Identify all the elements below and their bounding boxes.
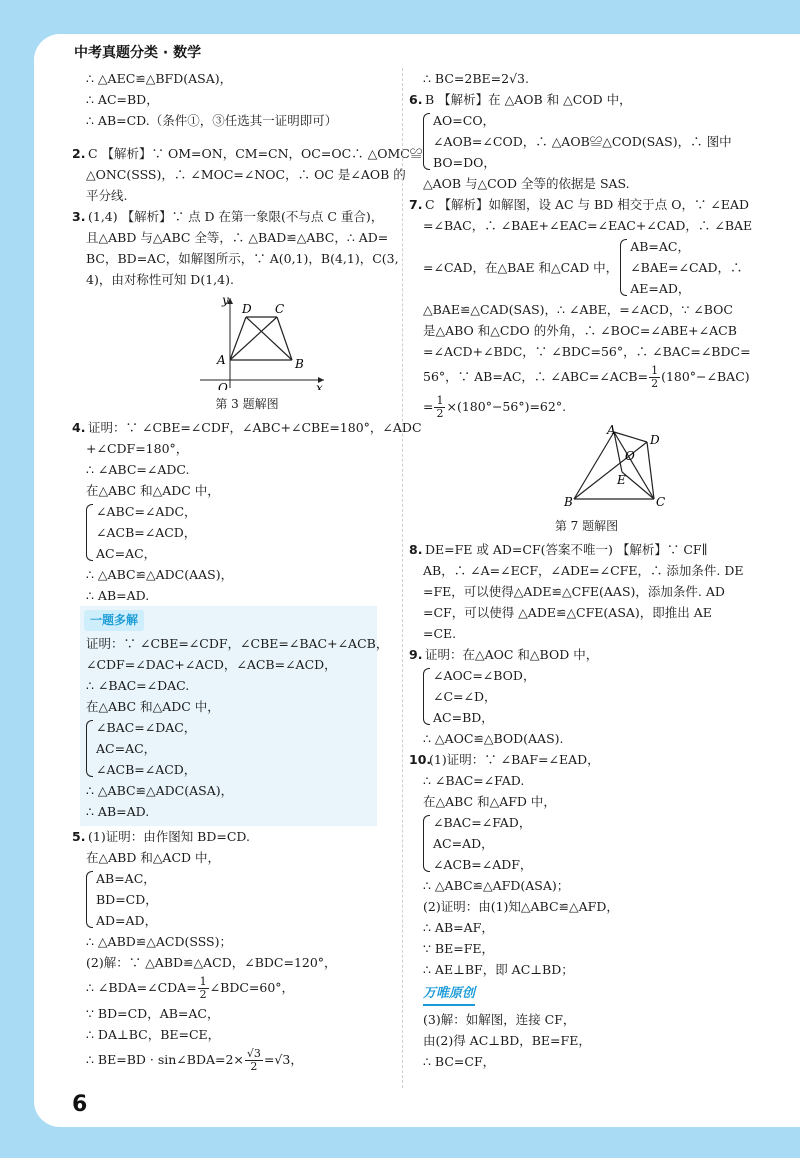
- point-label-b: B: [295, 357, 304, 371]
- text-span: =: [423, 399, 434, 414]
- system-line: AD=AD，: [96, 913, 158, 928]
- text-line: ∴ AC=BD，: [86, 92, 159, 107]
- system-line: AC=AD，: [433, 836, 494, 851]
- question-number: 2.: [72, 146, 86, 161]
- text-line: ∠CDF=∠DAC+∠ACD，∠ACB=∠ACD，: [86, 657, 337, 672]
- point-label-e: E: [617, 473, 626, 487]
- text-line: 是△ABO 和△CDO 的外角，∴ ∠BOC=∠ABE+∠ACB: [423, 323, 737, 338]
- text-line: ∴ ∠BAC=∠DAC.: [86, 678, 190, 693]
- question-9: [409, 644, 764, 749]
- question-8: [409, 539, 764, 644]
- point-label-a: A: [217, 353, 226, 367]
- text-line: (1)证明：∵ ∠BAF=∠EAD，: [429, 752, 600, 767]
- text-line: +∠CDF=180°，: [86, 441, 189, 456]
- point-label-o: O: [625, 449, 635, 463]
- text-line: ∴ △AOC≌△BOD(AAS).: [423, 731, 564, 746]
- running-header: 中考真题分类 · 数学: [74, 45, 202, 61]
- brace: [423, 113, 430, 170]
- fraction: [434, 395, 445, 420]
- figure-q7: [409, 424, 764, 537]
- text-line: (1,4) 【解析】∵ 点 D 在第一象限(不与点 C 重合)，: [88, 209, 384, 224]
- fraction-line: [409, 362, 764, 392]
- text-line: BC，BD=AC，如解图所示，∵ A(0,1)，B(4,1)，C(3,: [86, 251, 399, 266]
- brace: [86, 720, 93, 777]
- text-line: 证明：在△AOC 和△BOD 中，: [425, 647, 599, 662]
- text-span: (180°−∠BAC): [661, 369, 750, 384]
- page-number: 6: [72, 1092, 88, 1117]
- text-line: △AOB 与△COD 全等的依据是 SAS.: [423, 176, 630, 191]
- system-line: AB=AC，: [630, 239, 690, 254]
- page: [34, 34, 800, 1127]
- text-line: =∠BAC，∴ ∠BAE+∠EAC=∠EAC+∠CAD，∴ ∠BAE: [423, 218, 753, 233]
- text-span: ∴ ∠BDA=∠CDA=: [86, 980, 197, 995]
- equation-system: [423, 110, 764, 173]
- equation-system: [423, 665, 764, 728]
- text-line: 且△ABD 与△ABC 全等，∴ △BAD≌△ABC，∴ AD=: [86, 230, 389, 245]
- axis-label-x: x: [316, 381, 323, 390]
- fraction: [649, 365, 660, 390]
- brace: [86, 871, 93, 928]
- text-line: ∴ AB=AD.: [86, 588, 150, 603]
- numerator: 1: [651, 364, 659, 377]
- system-line: ∠ACB=∠ADF，: [433, 857, 533, 872]
- text-line: 证明：∵ ∠CBE=∠CDF，∠ABC+∠CBE=180°，∠ADC: [88, 420, 422, 435]
- text-line: 证明：∵ ∠CBE=∠CDF，∠CBE=∠BAC+∠ACB，: [86, 636, 389, 651]
- text-line: ∴ BC=CF，: [423, 1054, 496, 1069]
- point-label-d: D: [650, 433, 660, 447]
- point-label-c: C: [275, 302, 285, 316]
- text-line: 在△ABC 和△AFD 中，: [423, 794, 556, 809]
- text-line: ∵ BD=CD，AB=AC，: [86, 1006, 220, 1021]
- system-line: AC=BD，: [433, 710, 494, 725]
- numerator: √3: [246, 1047, 261, 1060]
- coordinate-diagram: [72, 292, 372, 390]
- text-line: DE=FE 或 AD=CF(答案不唯一) 【解析】∵ CF∥: [425, 542, 708, 557]
- question-number: 8.: [409, 542, 423, 557]
- question-4: [72, 417, 422, 606]
- equation-system: [620, 236, 742, 299]
- figure-caption: 第 7 题解图: [554, 519, 619, 533]
- question-6: [409, 89, 764, 194]
- denominator: 2: [436, 407, 444, 420]
- text-line: =CF，可以使得 △ADE≌△CFE(ASA)，即推出 AE: [423, 605, 712, 620]
- question-5: [72, 826, 402, 1075]
- text-line: ∴ AB=AD.: [86, 804, 150, 819]
- text-line: ∴ AB=AF，: [423, 920, 494, 935]
- fraction-line: [72, 1045, 402, 1075]
- system-line: BD=CD，: [96, 892, 158, 907]
- fraction: [198, 976, 209, 1001]
- system-line: ∠ACB=∠ACD，: [96, 525, 197, 540]
- fraction-line: [72, 973, 402, 1003]
- text-span: ×(180°−56°)=62°.: [446, 399, 567, 414]
- right-column: [409, 68, 764, 1072]
- text-line: ∴ △ABC≌△ADC(AAS)，: [86, 567, 234, 582]
- original-badge: 万唯原创: [423, 983, 475, 1006]
- text-span: ∠BDC=60°，: [209, 980, 295, 995]
- question-2: [72, 143, 423, 206]
- denominator: 2: [250, 1060, 258, 1073]
- alternative-solution-title: 一题多解: [84, 610, 144, 631]
- system-line: ∠AOC=∠BOD，: [433, 668, 536, 683]
- alternative-solution-box: [80, 606, 389, 826]
- point-label-b: B: [564, 495, 573, 509]
- equation-system: [86, 868, 402, 931]
- triangle-diagram: [409, 424, 764, 510]
- text-line: 在△ABD 和△ACD 中，: [86, 850, 221, 865]
- brace: [423, 815, 430, 872]
- system-line: BO=DO，: [433, 155, 496, 170]
- point-label-a: A: [607, 424, 616, 437]
- point-label-d: D: [242, 302, 252, 316]
- text-line: ∴ △ABD≌△ACD(SSS)；: [86, 934, 232, 949]
- text-span: ∴ BE=BD · sin∠BDA=2×: [86, 1052, 244, 1067]
- text-line: ∴ △AEC≌△BFD(ASA)，: [86, 71, 233, 86]
- text-line: 平分线.: [86, 188, 128, 203]
- column-divider: [402, 68, 403, 1088]
- text-line: C 【解析】如解图，设 AC 与 BD 相交于点 O，∵ ∠EAD: [425, 197, 750, 212]
- text-line: (3)解：如解图，连接 CF，: [423, 1012, 576, 1027]
- question-number: 9.: [409, 647, 423, 662]
- text-span: =∠CAD，在△BAE 和△CAD 中，: [423, 260, 619, 275]
- question-number: 7.: [409, 197, 423, 212]
- text-line: 4)，由对称性可知 D(1,4).: [86, 272, 234, 287]
- text-line: (1)证明：由作图知 BD=CD.: [88, 829, 250, 844]
- system-line: AB=AC，: [96, 871, 156, 886]
- system-line: ∠ACB=∠ACD，: [96, 762, 197, 777]
- question-number: 5.: [72, 829, 86, 844]
- system-line: ∠BAC=∠DAC，: [96, 720, 197, 735]
- text-line: 由(2)得 AC⊥BD，BE=FE，: [423, 1033, 591, 1048]
- text-span: 56°，∵ AB=AC，∴ ∠ABC=∠ACB=: [423, 369, 649, 384]
- brace: [86, 504, 93, 561]
- question-10: [409, 749, 764, 1072]
- system-line: AC=AC，: [96, 741, 157, 756]
- text-line: 在△ABC 和△ADC 中，: [86, 483, 220, 498]
- system-line: AO=CO，: [433, 113, 496, 128]
- text-line: =CE.: [423, 626, 457, 641]
- fraction: [245, 1048, 263, 1073]
- text-line: =∠ACD+∠BDC，∵ ∠BDC=56°，∴ ∠BAC=∠BDC=: [423, 344, 751, 359]
- system-line: ∠ABC=∠ADC，: [96, 504, 197, 519]
- numerator: 1: [199, 975, 207, 988]
- text-line: ∴ AE⊥BF，即 AC⊥BD；: [423, 962, 574, 977]
- system-line: ∠AOB=∠COD，∴ △AOB≌△COD(SAS)，∴ 图中: [433, 134, 732, 149]
- question-number: 4.: [72, 420, 86, 435]
- axis-label-y: y: [222, 293, 229, 307]
- text-line: ∴ ∠BAC=∠FAD.: [423, 773, 525, 788]
- text-line: ∴ BC=2BE=2√3.: [423, 71, 529, 86]
- system-line: AE=AD，: [630, 281, 691, 296]
- text-line: ∴ AB=CD.（条件①，③任选其一证明即可）: [86, 113, 338, 128]
- system-line: ∠BAE=∠CAD，∴: [630, 260, 743, 275]
- text-line: (2)解：∵ △ABD≌△ACD，∠BDC=120°，: [86, 955, 337, 970]
- system-line: ∠C=∠D，: [433, 689, 497, 704]
- text-line: (2)证明：由(1)知△ABC≌△AFD，: [423, 899, 619, 914]
- question-3: [72, 206, 402, 415]
- text-line: AB，∴ ∠A=∠ECF，∠ADE=∠CFE，∴ 添加条件. DE: [423, 563, 744, 578]
- text-line: ∴ △ABC≌△AFD(ASA)；: [423, 878, 570, 893]
- brace: [620, 239, 627, 296]
- text-line: ∵ BE=FE，: [423, 941, 495, 956]
- text-line: △BAE≌△CAD(SAS)，∴ ∠ABE，=∠ACD，∵ ∠BOC: [423, 302, 733, 317]
- question-number: 3.: [72, 209, 86, 224]
- text-line: ∴ DA⊥BC，BE=CE，: [86, 1027, 221, 1042]
- equation-system: [86, 501, 402, 564]
- system-line: AC=AC，: [96, 546, 157, 561]
- text-line: △ONC(SSS)，∴ ∠MOC=∠NOC，∴ OC 是∠AOB 的: [86, 167, 406, 182]
- system-line: ∠BAC=∠FAD，: [433, 815, 532, 830]
- figure-q3: [72, 292, 402, 415]
- question-7: [409, 194, 764, 537]
- point-label-c: C: [656, 495, 666, 509]
- origin-label: O: [218, 381, 228, 390]
- text-line: ∴ ∠ABC=∠ADC.: [86, 462, 190, 477]
- denominator: 2: [199, 988, 207, 1001]
- text-span: =√3，: [263, 1052, 303, 1067]
- equation-system: [86, 717, 371, 780]
- text-line: ∴ △ABC≌△ADC(ASA)，: [86, 783, 234, 798]
- equation-system: [423, 812, 764, 875]
- question-number: 6.: [409, 92, 423, 107]
- denominator: 2: [651, 377, 659, 390]
- text-line: =FE，可以使得△ADE≌△CFE(AAS)，添加条件. AD: [423, 584, 725, 599]
- text-line: C 【解析】∵ OM=ON，CM=CN，OC=OC∴ △OMC≌: [88, 146, 423, 161]
- question-number: 10.: [409, 752, 432, 767]
- text-line: B 【解析】在 △AOB 和 △COD 中，: [425, 92, 632, 107]
- brace: [423, 668, 430, 725]
- figure-caption: 第 3 题解图: [215, 397, 279, 411]
- text-line: 在△ABC 和△ADC 中，: [86, 699, 220, 714]
- fraction-line: [409, 392, 764, 422]
- system-row: [409, 236, 764, 299]
- numerator: 1: [436, 394, 444, 407]
